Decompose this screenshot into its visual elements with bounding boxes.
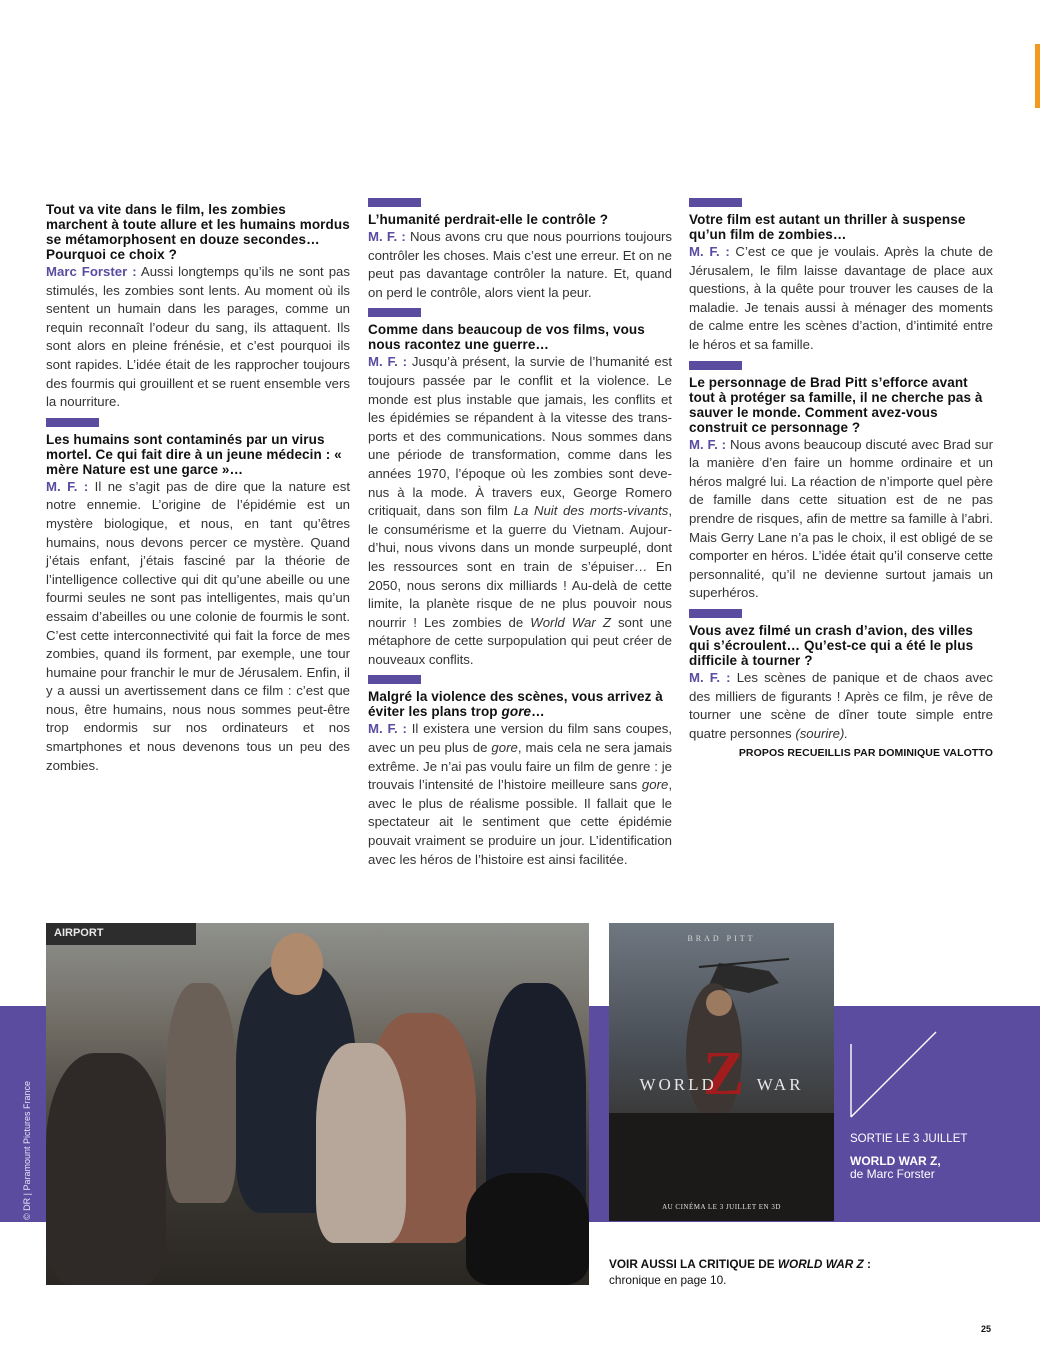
section-marker bbox=[368, 308, 421, 317]
poster-release-date: AU CINÉMA LE 3 JUILLET EN 3D bbox=[662, 1203, 781, 1211]
poster-title-left: WORLD bbox=[639, 1075, 717, 1094]
see-also-film: WORLD WAR Z bbox=[777, 1257, 864, 1271]
see-also-line2: chronique en page 10. bbox=[609, 1273, 727, 1287]
interview-column-3 bbox=[689, 192, 993, 759]
movie-poster-image bbox=[609, 923, 834, 1221]
answer bbox=[46, 478, 350, 776]
speaker: M. F. : bbox=[689, 244, 730, 259]
answer-italic: (sourire). bbox=[795, 725, 849, 741]
answer-text: Il existera une version du film sans coupes, avec un peu plus de bbox=[368, 721, 672, 756]
section-marker bbox=[368, 198, 421, 207]
question bbox=[368, 689, 672, 719]
answer-text: Jusqu’à présent, la survie de l’humanité est toujours passée par le conflit et la violence. Le monde est plus instable que jamais, les conflits et les épidémies se répandent à la vitesse des transports et des communications. Nous sommes dans une période de transformation, comme dans les années 1970, l’époque où les zombies sont devenus à la mode. À travers eux, George Romero critiquait, dans son film bbox=[368, 354, 672, 519]
question: Comme dans beaucoup de vos films, vous nous racontez une guerre… bbox=[368, 322, 645, 353]
answer-text: Il ne s’agit pas de dire que la nature est notre ennemie. L’origine de l’épidémie est un mystère biologique, et nous, en tant qu’êtres humains, nous devons percer ce mystère. Quand j’étais enfant, j’étais fasciné par la théorie de l’intelligence collective qui dit qu’une abeille ou une fourmi seules ne sont pas intelligentes, mais qu’un essaim d’abeilles ou une colonie de fourmis le sont. C’est cette interconnectivité qui fait la force de mes zombies, quand ils forment, par exemple, une tour humaine pour franchir le mur de Jérusalem. Enfin, il y a aussi un avertissement dans ce film : c’est que nous, être humains, nous nous sommes peut-être trop endormis sur nos ordinateurs et nos smartphones et nous devenons tous un peu des zombies. bbox=[46, 478, 351, 773]
speaker: M. F. : bbox=[368, 229, 406, 244]
speaker: Marc Forster : bbox=[46, 264, 137, 279]
answer-text: Aussi longtemps qu’ils ne sont pas stimulés, les zombies sont lents. Au moment où ils sentent un humain dans les parages, comme un requin reconnaît l’odeur du sang, ils attaquent. Ils sont alors en pleine frénésie, et c’est pourquoi ils sont rapides. L’idée était de les rapprocher toujours des fourmis qui grouillent et se ruent ensemble vers la nourriture. bbox=[46, 264, 350, 410]
answer-italic: gore bbox=[491, 740, 518, 756]
interview-column-1 bbox=[46, 202, 350, 775]
page-number: 25 bbox=[981, 1324, 992, 1334]
film-title: World War Z bbox=[530, 614, 611, 630]
poster-actor-name: BRAD PITT bbox=[687, 934, 756, 943]
answer bbox=[689, 436, 993, 603]
interview-credit: PROPOS RECUEILLIS PAR DOMINIQUE VALOTTO bbox=[738, 747, 993, 760]
crowd-figure bbox=[316, 1043, 406, 1243]
speaker: M. F. : bbox=[689, 669, 731, 685]
photo-credit: © DR | Paramount Pictures France bbox=[22, 1080, 32, 1220]
answer-text: Nous avons cru que nous pourrions toujours contrôler les choses. Mais c’est une erreur. Et on ne peut pas davantage contrôler la nature. Et, quand on perd le contrôle, alors vient la peur. bbox=[368, 229, 673, 300]
crowd-figure bbox=[46, 1053, 166, 1285]
section-marker bbox=[689, 609, 742, 618]
speaker: M. F. : bbox=[46, 478, 89, 494]
answer bbox=[368, 720, 672, 869]
see-also-note bbox=[609, 1256, 871, 1288]
helicopter-rotor bbox=[699, 959, 789, 967]
answer bbox=[368, 353, 672, 669]
airport-sign-text: AIRPORT bbox=[54, 927, 104, 939]
film-still-image bbox=[46, 923, 589, 1285]
answer-text: , le consumérisme et la guerre du Vietnam. Aujourd’hui, nous vivons dans un monde surpeuplé, dont les ressources sont en train de s’épuiser… En 2050, nous serons dix milliards ! Au-delà de cette limite, la planète risque de ne plus pouvoir nous nourrir ! Les zombies de bbox=[368, 503, 672, 630]
poster-title bbox=[609, 1075, 834, 1095]
page-edge-tab bbox=[1035, 44, 1040, 108]
question-text: Malgré la violence des scènes, vous arrivez à éviter les plans trop bbox=[368, 689, 663, 720]
hero-head bbox=[706, 990, 732, 1016]
answer-text: C’est ce que je voulais. Après la chute de Jérusalem, le film laisse davantage de place aux questions, à la quête pour trouver les causes de la maladie. Je tenais aussi à ménager des moments de calme entre les scènes d’action, d’intimité entre le héros et sa famille. bbox=[689, 244, 993, 352]
question: Votre film est autant un thriller à suspense qu’un film de zombies… bbox=[689, 212, 966, 242]
release-date: SORTIE LE 3 JUILLET bbox=[850, 1133, 968, 1145]
question: Tout va vite dans le film, les zombies marchent à toute allure et les humains mordus se métamorphosent en douze secondes… Pourquoi ce choix ? bbox=[46, 202, 350, 262]
answer bbox=[368, 228, 672, 302]
interview-column-2 bbox=[368, 192, 672, 869]
crowd-figure bbox=[466, 1173, 589, 1285]
see-also-label: VOIR AUSSI LA CRITIQUE DE bbox=[609, 1257, 778, 1271]
speaker: M. F. : bbox=[368, 354, 408, 370]
question-text: … bbox=[531, 704, 545, 720]
question: L’humanité perdrait-elle le contrôle ? bbox=[368, 212, 609, 227]
see-also-line1 bbox=[609, 1256, 871, 1272]
question: Le personnage de Brad Pitt s’efforce avant tout à protéger sa famille, il ne cherche pas à sauver le monde. Comment avez-vous construit ce personnage ? bbox=[689, 374, 983, 435]
film-title: La Nuit des morts-vivants bbox=[513, 503, 669, 519]
speaker: M. F. : bbox=[689, 436, 727, 452]
poster-z-letter: Z bbox=[703, 1040, 745, 1108]
answer-text: sont une métaphore de cette surpopulation qui peut créer de nouveaux conflits. bbox=[368, 614, 672, 667]
speaker: M. F. : bbox=[368, 721, 407, 737]
answer-text: Les scènes de panique et de chaos avec des milliers de figurants ! Après ce film, je rêve de tourner une scène de dîner toute simple entre quatre personnes bbox=[689, 669, 993, 741]
film-title: WORLD WAR Z, bbox=[850, 1154, 941, 1168]
answer bbox=[46, 263, 350, 412]
crowd-figure bbox=[166, 983, 236, 1203]
section-marker bbox=[689, 198, 742, 207]
question: Les humains sont contaminés par un virus mortel. Ce qui fait dire à un jeune médecin : « mère Nature est une garce »… bbox=[46, 431, 342, 477]
answer-text: , mais cela ne sera jamais extrême. Je n’ai pas voulu faire un film de genre : je trouvais l’intensité de l’histoire meilleure sans bbox=[368, 740, 672, 793]
poster-title-right: WAR bbox=[756, 1075, 804, 1094]
airport-sign bbox=[46, 923, 196, 945]
section-marker bbox=[368, 675, 421, 684]
film-director: de Marc Forster bbox=[850, 1167, 935, 1181]
answer-italic: gore bbox=[641, 777, 669, 793]
answer-text: , avec le plus de réalisme possible. Il fallait que le spectateur ait le sentiment que cette épidémie pouvait vraiment se produire un jour. L’identification avec les héros de l’histoire est ainsi facilitée. bbox=[368, 777, 672, 867]
crowd-figure bbox=[271, 933, 323, 995]
question: Vous avez filmé un crash d’avion, des villes qui s’écroulent… Qu’est-ce qui a été le plus difficile à tourner ? bbox=[689, 622, 974, 668]
section-marker bbox=[46, 418, 99, 427]
section-marker bbox=[689, 361, 742, 370]
answer bbox=[689, 243, 993, 355]
question-italic: gore bbox=[501, 704, 532, 720]
answer-text: Nous avons beaucoup discuté avec Brad sur la manière d’en faire un homme ordinaire et un héros malgré lui. La réaction de n’importe quel père de famille dans cette situation est de ne pas prendre de risques, afin de mettre sa famille à l’abri. Mais Gerry Lane n’a pas le choix, il est obligé de se comporter en héros. L’idée était qu’il conserve cette personnalité, qu’il ne devienne surtout jamais un superhéros. bbox=[689, 436, 994, 601]
see-also-colon: : bbox=[863, 1257, 871, 1271]
arrow-icon bbox=[848, 1030, 940, 1120]
answer bbox=[689, 669, 993, 743]
